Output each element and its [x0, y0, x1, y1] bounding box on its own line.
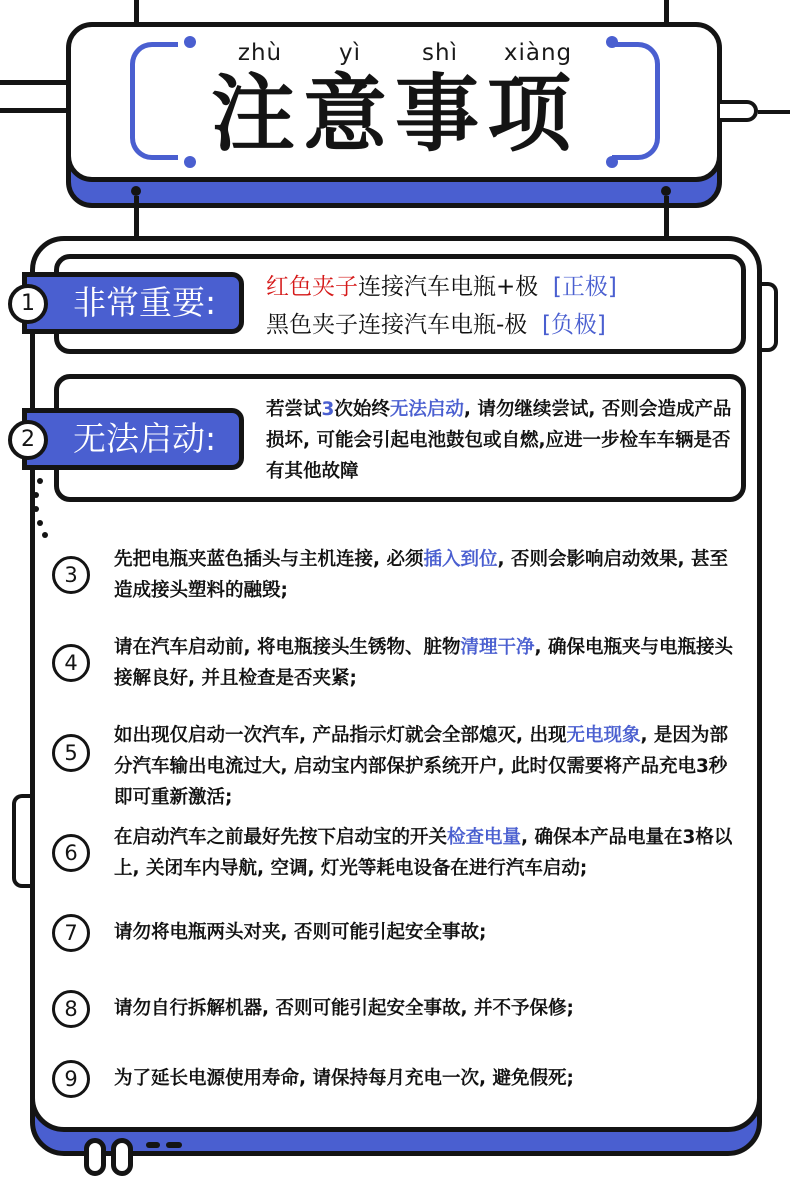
list-item: 先把电瓶夹蓝色插头与主机连接, 必须插入到位, 否则会影响启动效果, 甚至造成接头塑料的融毁;	[114, 549, 728, 601]
bracket-left-icon	[130, 42, 178, 160]
negative-tag: [负极]	[541, 312, 606, 338]
plug-icon	[720, 100, 758, 122]
number-9-icon: 9	[52, 1060, 90, 1098]
warn-text-c: , 请勿继续尝试, 否则会造成产品损坏, 可能会引起电池鼓包或自燃,应进一步检车车辆是否有其他故障	[266, 399, 732, 482]
important-line-1	[266, 272, 617, 302]
number-1-icon: 1	[8, 284, 48, 324]
number-8-icon: 8	[52, 990, 90, 1028]
line2-text: 黑色夹子连接汽车电瓶-极	[266, 312, 528, 338]
number-3-icon: 3	[52, 556, 90, 594]
line1-text: 连接汽车电瓶+极	[358, 274, 539, 300]
header-wire-left-bottom	[0, 108, 68, 113]
list-item: 如出现仅启动一次汽车, 产品指示灯就会全部熄灭, 出现无电现象, 是因为部分汽车输出电流过大, 启动宝内部保护系统开户, 此时仅需要将产品充电3秒即可重新激活;	[114, 725, 728, 808]
list-item: 请勿自行拆解机器, 否则可能引起安全事故, 并不予保修;	[114, 998, 574, 1019]
number-6-icon: 6	[52, 834, 90, 872]
binder-dash-icon	[146, 1142, 160, 1148]
binder-dash-icon	[166, 1142, 182, 1148]
pinyin-1: zhù	[237, 40, 283, 66]
dot-icon	[37, 520, 43, 526]
header-hanger-right	[664, 0, 669, 24]
cannot-start-label: 无法启动:	[22, 408, 244, 470]
red-clip-text: 红色夹子	[266, 274, 358, 300]
warn-highlight: 无法启动	[389, 399, 464, 420]
list-item: 请在汽车启动前, 将电瓶接头生锈物、脏物清理干净, 确保电瓶夹与电瓶接头接解良好, 并且检查是否夹紧;	[114, 637, 733, 689]
pinyin-4: xiàng	[503, 40, 573, 66]
connector-peg-icon	[661, 186, 671, 196]
number-5-icon: 5	[52, 734, 90, 772]
connector-left	[134, 196, 139, 240]
bracket-right-icon	[612, 42, 660, 160]
dot-icon	[33, 492, 39, 498]
number-2-icon: 2	[8, 420, 48, 460]
pinyin-2: yì	[338, 40, 361, 66]
bracket-dot-icon	[606, 36, 618, 48]
list-item: 请勿将电瓶两头对夹, 否则可能引起安全事故;	[114, 922, 487, 943]
number-4-icon: 4	[52, 644, 90, 682]
important-line-2	[266, 310, 606, 340]
bracket-dot-icon	[184, 36, 196, 48]
dot-icon	[37, 478, 43, 484]
warn-text-a: 若尝试	[266, 399, 322, 420]
positive-tag: [正极]	[552, 274, 617, 300]
binder-ring-icon	[84, 1138, 106, 1176]
warn-count: 3	[321, 399, 335, 420]
pinyin-3: shì	[422, 40, 458, 66]
connector-right	[664, 196, 669, 240]
dot-icon	[42, 532, 48, 538]
connector-peg-icon	[131, 186, 141, 196]
bracket-dot-icon	[606, 156, 618, 168]
header-wire-left-top	[0, 80, 68, 85]
important-label: 非常重要:	[22, 272, 244, 334]
warn-text-b: 次始终	[334, 399, 390, 420]
list-item: 为了延长电源使用寿命, 请保持每月充电一次, 避免假死;	[114, 1068, 574, 1089]
page-title: 注意事项	[210, 65, 579, 163]
number-7-icon: 7	[52, 914, 90, 952]
dot-icon	[33, 506, 39, 512]
list-item: 在启动汽车之前最好先按下启动宝的开关检查电量, 确保本产品电量在3格以上, 关闭车内导航, 空调, 灯光等耗电设备在进行汽车启动;	[114, 827, 733, 879]
binder-ring-icon	[111, 1138, 133, 1176]
plug-wire	[758, 110, 790, 114]
cannot-start-text	[266, 394, 732, 487]
header-hanger-left	[134, 0, 139, 24]
